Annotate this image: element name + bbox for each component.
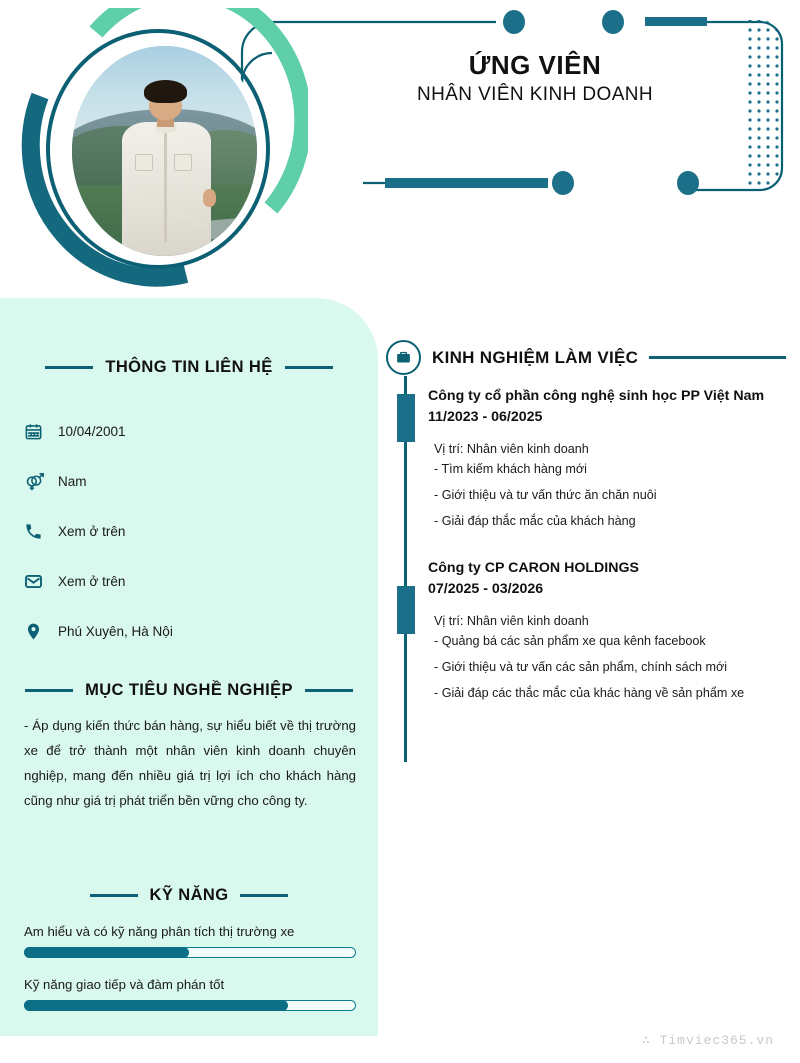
location-pin-icon bbox=[24, 622, 58, 641]
header-title-group bbox=[300, 50, 770, 106]
skill-progress-track bbox=[24, 1000, 356, 1011]
watermark-label: ∴ Timviec365.vn bbox=[641, 1033, 774, 1048]
objective-heading-label: MỤC TIÊU NGHỀ NGHIỆP bbox=[85, 681, 293, 699]
divider-left bbox=[25, 689, 73, 692]
candidate-photo bbox=[72, 46, 257, 256]
contact-value-birthdate: 10/04/2001 bbox=[58, 423, 126, 439]
phone-icon bbox=[24, 522, 58, 541]
page-title: ỨNG VIÊN bbox=[468, 50, 602, 80]
job-duty: - Giải đáp thắc mắc của khách hàng bbox=[434, 514, 636, 528]
contact-row-location bbox=[24, 606, 354, 656]
contact-value-gender: Nam bbox=[58, 473, 87, 489]
divider-left bbox=[90, 894, 138, 897]
skill-progress-fill bbox=[24, 947, 189, 958]
experience-timeline bbox=[404, 376, 407, 762]
timeline-node bbox=[397, 394, 415, 442]
divider-right bbox=[240, 894, 288, 897]
skill-label: Am hiểu và có kỹ năng phân tích thị trường xe bbox=[24, 924, 295, 939]
skill-item bbox=[24, 977, 356, 1011]
briefcase-icon bbox=[386, 340, 421, 375]
contact-value-phone: Xem ở trên bbox=[58, 523, 126, 539]
objective-text: - Áp dụng kiến thức bán hàng, sự hiểu biết về thị trường xe để trở thành một nhân viên kinh doanh chuyên nghiệp, mang đến nhiều giá trị lợi ích cho khách hàng cũng như giá trị phát triển bền vững cho công ty. bbox=[24, 718, 356, 808]
job-entry bbox=[428, 558, 768, 706]
job-company: Công ty CP CARON HOLDINGS bbox=[428, 560, 639, 576]
timeline-node bbox=[397, 586, 415, 634]
skills-section-heading bbox=[24, 886, 354, 905]
experience-section-heading bbox=[386, 340, 786, 375]
divider-right bbox=[305, 689, 353, 692]
skill-progress-fill bbox=[24, 1000, 288, 1011]
divider-left bbox=[45, 366, 93, 369]
skill-label: Kỹ năng giao tiếp và đàm phán tốt bbox=[24, 977, 225, 992]
experience-jobs bbox=[428, 386, 768, 730]
footer bbox=[0, 1031, 800, 1049]
contact-row-email bbox=[24, 556, 354, 606]
job-duty: - Quảng bá các sản phẩm xe qua kênh facebook bbox=[434, 634, 706, 648]
job-dates: 11/2023 - 06/2025 bbox=[428, 409, 543, 425]
job-duty: - Giới thiệu và tư vấn thức ăn chăn nuôi bbox=[434, 488, 657, 502]
job-duty: - Tìm kiếm khách hàng mới bbox=[434, 462, 587, 476]
job-duty: - Giới thiệu và tư vấn các sản phẩm, chính sách mới bbox=[434, 660, 728, 674]
gender-icon bbox=[24, 471, 58, 492]
divider-right bbox=[649, 356, 786, 359]
job-subtitle: NHÂN VIÊN KINH DOANH bbox=[416, 83, 654, 105]
candidate-photo-block bbox=[18, 8, 308, 293]
contact-row-birthdate bbox=[24, 406, 354, 456]
contact-section-heading bbox=[24, 358, 354, 377]
experience-heading-label: KINH NGHIỆM LÀM VIỆC bbox=[432, 347, 639, 367]
sidebar bbox=[0, 298, 378, 1036]
job-company: Công ty cổ phần công nghệ sinh học PP Việt Nam bbox=[428, 388, 765, 404]
header-banner bbox=[0, 0, 800, 300]
email-icon bbox=[24, 572, 58, 591]
contact-row-gender bbox=[24, 456, 354, 506]
skills-heading-label: KỸ NĂNG bbox=[149, 886, 229, 904]
contact-heading-label: THÔNG TIN LIÊN HỆ bbox=[105, 358, 273, 376]
contact-value-email: Xem ở trên bbox=[58, 573, 126, 589]
job-position: Vị trí: Nhân viên kinh doanh bbox=[434, 442, 589, 456]
contact-list bbox=[24, 406, 354, 656]
objective-section-heading bbox=[24, 681, 354, 700]
job-duty: - Giải đáp các thắc mắc của khác hàng về sản phẩm xe bbox=[434, 686, 745, 700]
job-dates: 07/2025 - 03/2026 bbox=[428, 581, 544, 597]
contact-value-location: Phú Xuyên, Hà Nội bbox=[58, 623, 173, 639]
skill-item bbox=[24, 924, 356, 958]
job-entry bbox=[428, 386, 768, 534]
contact-row-phone bbox=[24, 506, 354, 556]
skill-progress-track bbox=[24, 947, 356, 958]
divider-right bbox=[285, 366, 333, 369]
skills-list bbox=[24, 924, 356, 1030]
job-position: Vị trí: Nhân viên kinh doanh bbox=[434, 614, 589, 628]
calendar-icon bbox=[24, 422, 58, 441]
